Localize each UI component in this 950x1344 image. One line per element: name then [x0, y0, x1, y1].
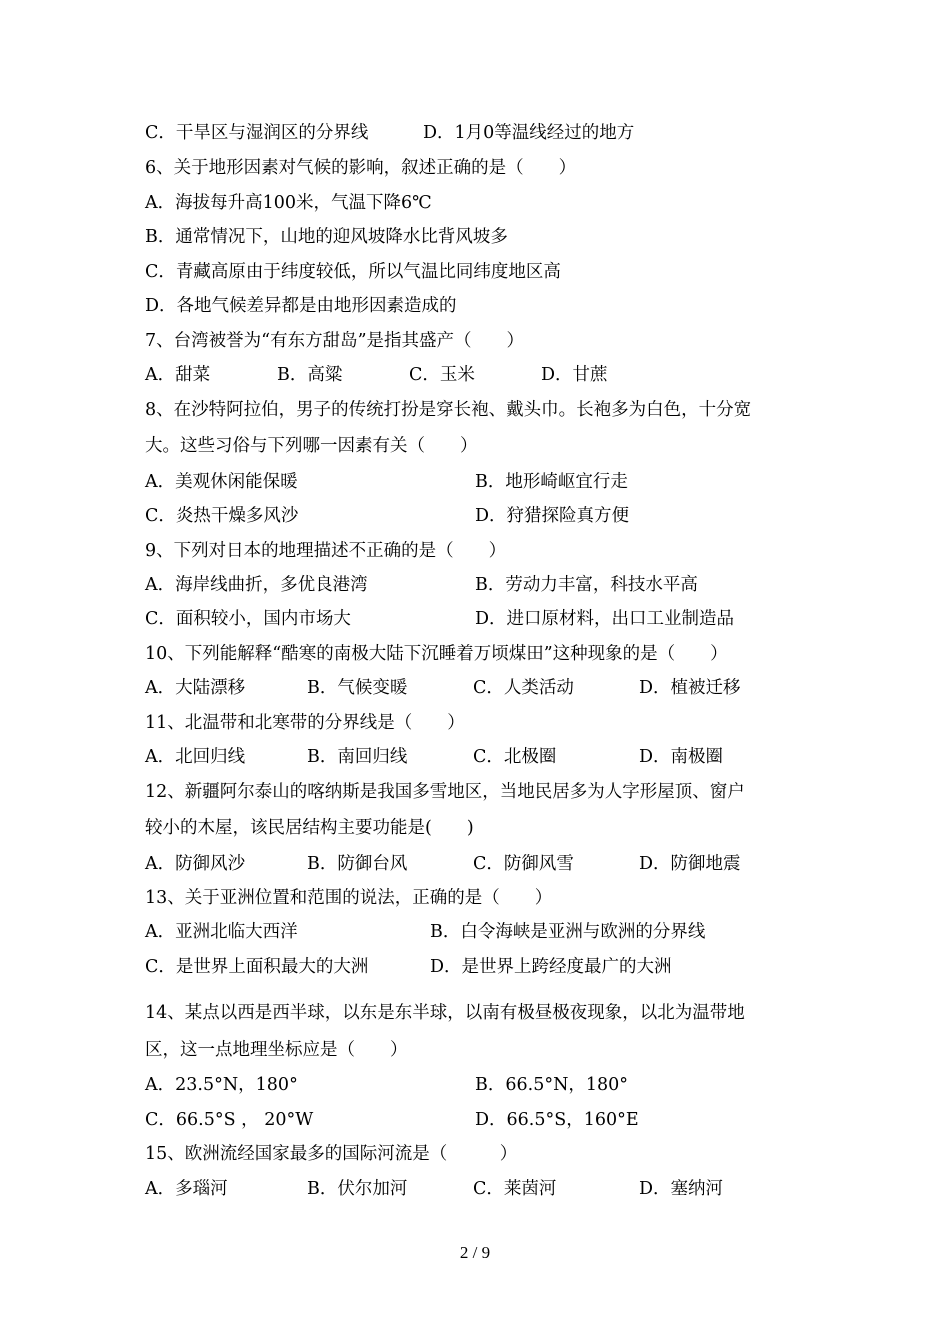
answer-option: D．66.5°S，160°E: [475, 1110, 639, 1130]
answer-option: C．人类活动: [473, 678, 574, 698]
text-line: 8、在沙特阿拉伯，男子的传统打扮是穿长袍、戴头巾。长袍多为白色，十分宽: [145, 400, 752, 420]
answer-option: C．防御风雪: [473, 854, 574, 874]
text-line: 6、关于地形因素对气候的影响，叙述正确的是（ ）: [145, 158, 577, 178]
answer-option: D．防御地震: [639, 854, 741, 874]
text-line: 11、北温带和北寒带的分界线是（ ）: [145, 713, 465, 733]
answer-option: B．南回归线: [307, 747, 408, 767]
answer-option: B．伏尔加河: [307, 1179, 408, 1199]
answer-option: B．防御台风: [307, 854, 408, 874]
answer-option: C．66.5°S ， 20°W: [145, 1110, 314, 1130]
page-number: 2 / 9: [459, 1243, 491, 1262]
text-line: 区，这一点地理坐标应是（ ）: [145, 1040, 408, 1060]
text-line: 13、关于亚洲位置和范围的说法，正确的是（ ）: [145, 888, 553, 908]
answer-option: B．地形崎岖宜行走: [475, 472, 628, 492]
answer-option: D．1月0等温线经过的地方: [423, 123, 635, 143]
text-line: C．青藏高原由于纬度较低，所以气温比同纬度地区高: [145, 262, 561, 282]
text-line: 较小的木屋，该民居结构主要功能是( ): [145, 818, 474, 838]
answer-option: C．干旱区与湿润区的分界线: [145, 123, 369, 143]
text-line: B．通常情况下，山地的迎风坡降水比背风坡多: [145, 227, 508, 247]
answer-option: A．多瑙河: [145, 1179, 228, 1199]
answer-option: A．海岸线曲折，多优良港湾: [145, 575, 368, 595]
answer-option: D．南极圈: [639, 747, 724, 767]
answer-option: A．大陆漂移: [145, 678, 246, 698]
text-line: 10、下列能解释“酷寒的南极大陆下沉睡着万顷煤田”这种现象的是（ ）: [145, 644, 728, 664]
answer-option: B．高粱: [277, 365, 343, 385]
answer-option: C．玉米: [409, 365, 475, 385]
text-line: 14、某点以西是西半球，以东是东半球，以南有极昼极夜现象，以北为温带地: [145, 1003, 745, 1023]
answer-option: B．66.5°N，180°: [475, 1075, 629, 1095]
answer-option: D．狩猎探险真方便: [475, 506, 630, 526]
answer-option: B．气候变暖: [307, 678, 408, 698]
answer-option: A．北回归线: [145, 747, 246, 767]
text-line: A．海拔每升高100米，气温下降6℃: [145, 193, 432, 213]
answer-option: A．美观休闲能保暖: [145, 472, 298, 492]
answer-option: C．北极圈: [473, 747, 557, 767]
answer-option: C．炎热干燥多风沙: [145, 506, 299, 526]
answer-option: A．甜菜: [145, 365, 211, 385]
answer-option: A．亚洲北临大西洋: [145, 922, 298, 942]
text-line: 15、欧洲流经国家最多的国际河流是（ ）: [145, 1144, 518, 1164]
answer-option: D．塞纳河: [639, 1179, 724, 1199]
answer-option: D．甘蔗: [541, 365, 608, 385]
answer-option: B．劳动力丰富，科技水平高: [475, 575, 698, 595]
answer-option: D．是世界上跨经度最广的大洲: [430, 957, 672, 977]
answer-option: D．植被迁移: [639, 678, 741, 698]
answer-option: A．23.5°N，180°: [145, 1075, 298, 1095]
answer-option: C．莱茵河: [473, 1179, 557, 1199]
answer-option: D．进口原材料，出口工业制造品: [475, 609, 735, 629]
text-line: D．各地气候差异都是由地形因素造成的: [145, 296, 457, 316]
answer-option: C．面积较小，国内市场大: [145, 609, 351, 629]
answer-option: B．白令海峡是亚洲与欧洲的分界线: [430, 922, 706, 942]
text-line: 9、下列对日本的地理描述不正确的是（ ）: [145, 541, 507, 561]
answer-option: A．防御风沙: [145, 854, 246, 874]
text-line: 大。这些习俗与下列哪一因素有关（ ）: [145, 436, 478, 456]
text-line: 12、新疆阿尔泰山的喀纳斯是我国多雪地区，当地民居多为人字形屋顶、窗户: [145, 782, 745, 802]
text-line: 7、台湾被誉为“有东方甜岛”是指其盛产（ ）: [145, 331, 525, 351]
answer-option: C．是世界上面积最大的大洲: [145, 957, 369, 977]
